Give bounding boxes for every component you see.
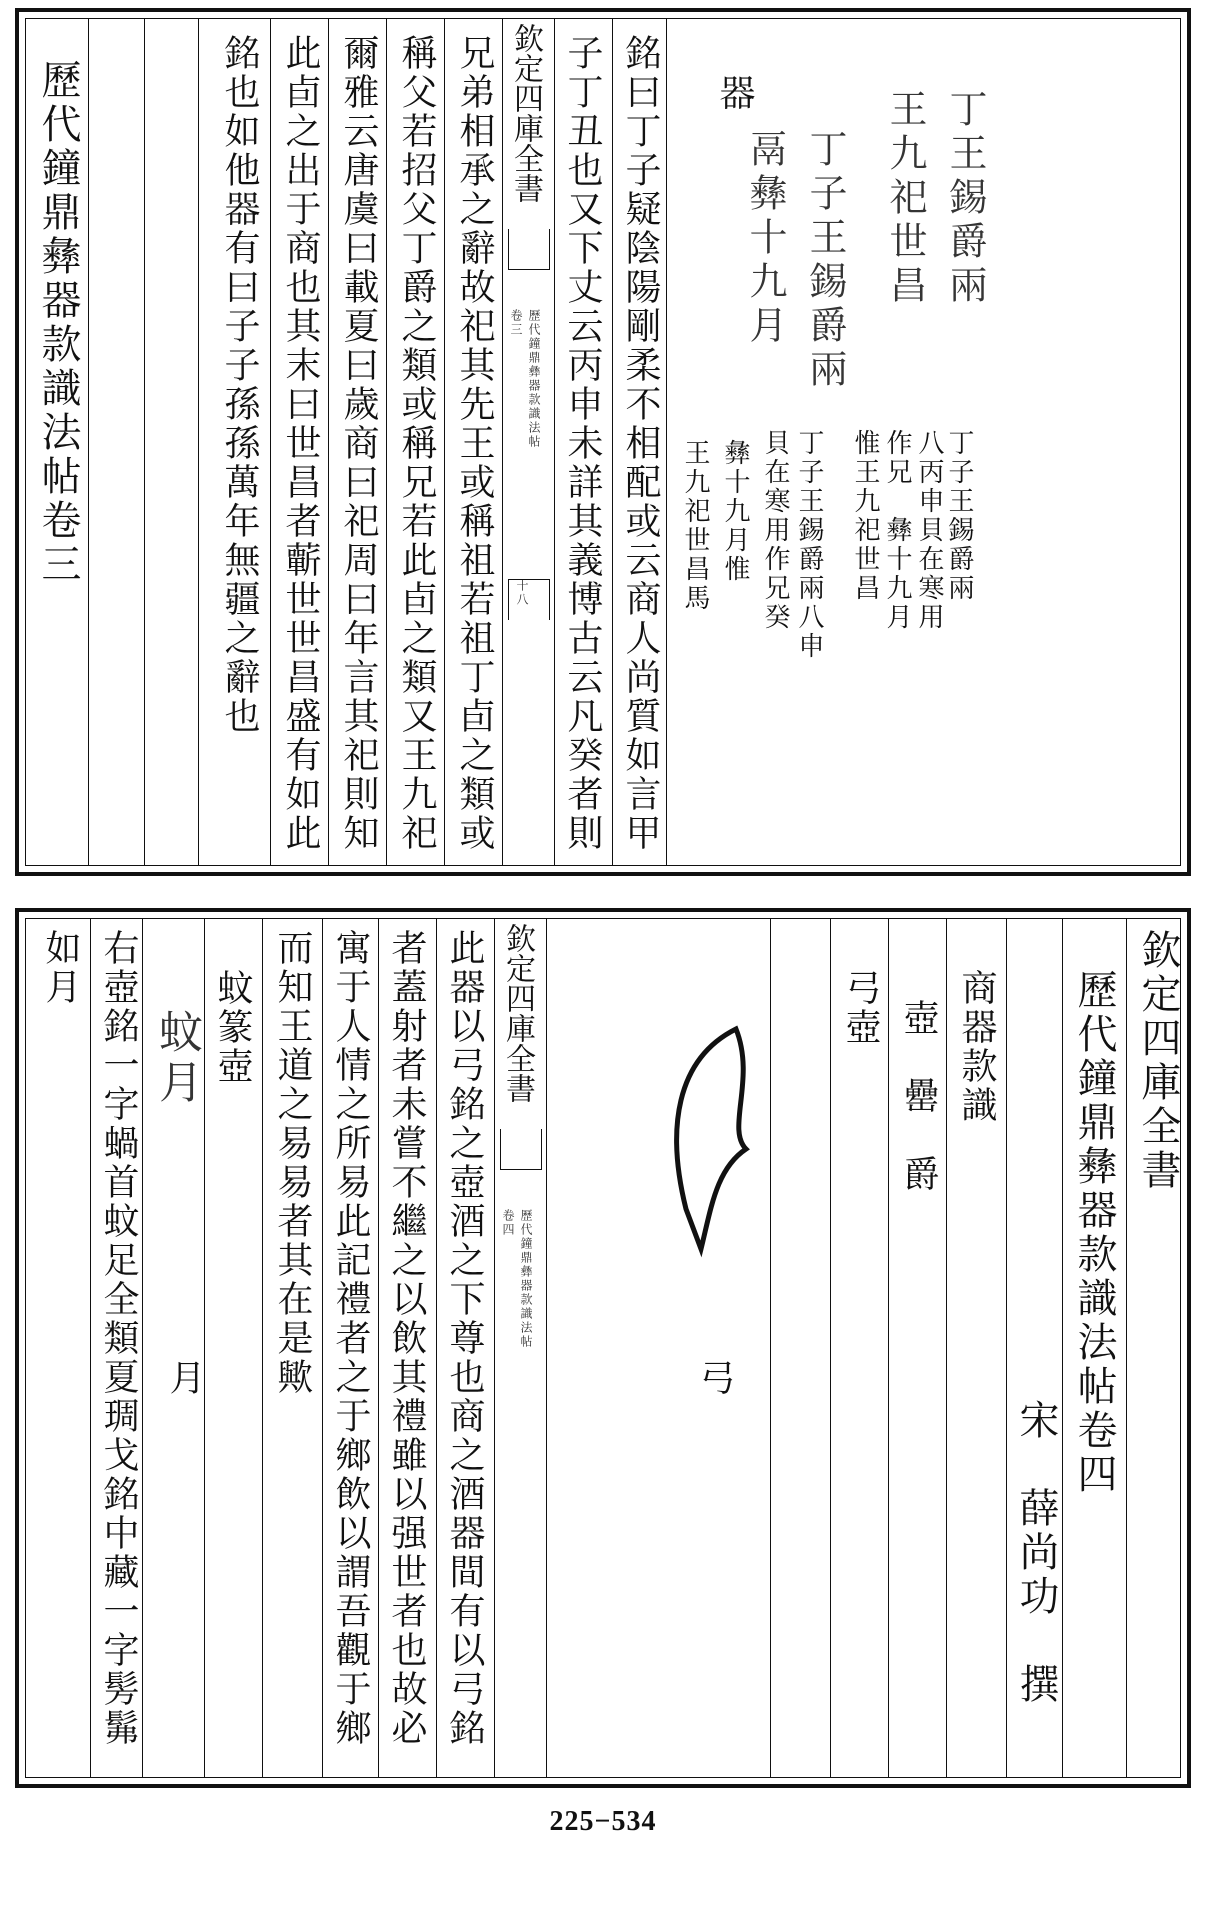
fish-tail-mark xyxy=(500,1129,542,1170)
transliteration-column: 彝十九月惟 xyxy=(720,439,750,584)
seal-script-column: 丁子王錫爵兩 xyxy=(803,129,847,393)
column-rule xyxy=(386,19,387,865)
item-title: 蚊篆壺 xyxy=(212,969,253,1086)
column-rule xyxy=(666,19,667,865)
column-rule xyxy=(1062,919,1063,1777)
column-rule xyxy=(90,919,91,1777)
text-column: 此器以弓銘之壺酒之下尊也商之酒器間有以弓銘 xyxy=(444,929,485,1748)
spine-leaf-number: 十八 xyxy=(515,579,529,607)
top-page-frame xyxy=(25,18,1181,866)
transliteration-column: 作兄 彝十九月 xyxy=(882,429,912,632)
spine-volume: 卷三 xyxy=(509,309,523,337)
text-column: 此卣之出于商也其末曰世昌者蘄世世昌盛有如此 xyxy=(280,34,321,853)
seal-script-column: 王九祀世昌 xyxy=(883,89,927,309)
note-column: 如月 xyxy=(40,929,81,1007)
bottom-page-frame xyxy=(25,918,1181,1778)
fish-tail-mark xyxy=(508,229,550,270)
column-rule xyxy=(612,19,613,865)
note-column: 右壺銘一字蝸首蚊足全類夏琱戈銘中藏一字髣髴 xyxy=(98,929,139,1748)
transliteration-char: 月 xyxy=(164,1359,205,1398)
column-rule xyxy=(378,919,379,1777)
center-spine xyxy=(502,19,554,875)
text-column: 爾雅云唐虞曰載夏曰歲商曰祀周曰年言其祀則知 xyxy=(338,34,379,853)
author-line: 宋 薛尚功 撰 xyxy=(1013,1399,1059,1707)
bow-caption: 弓 xyxy=(694,1359,735,1398)
spine-book-title: 歷代鐘鼎彝器款識法帖 xyxy=(527,309,541,449)
column-rule xyxy=(322,919,323,1777)
text-column: 而知王道之易易者其在是歟 xyxy=(272,929,313,1397)
transliteration-column: 王九祀世昌馬 xyxy=(680,439,710,613)
transliteration-column: 八丙申貝在寒用 xyxy=(914,429,944,632)
column-rule xyxy=(444,19,445,865)
column-rule xyxy=(328,19,329,865)
fish-tail-mark xyxy=(508,579,550,620)
text-column: 兄弟相承之辭故祀其先王或稱祖若祖丁卣之類或 xyxy=(454,34,495,853)
bow-illustration xyxy=(666,1019,766,1259)
text-column: 銘也如他器有曰子子孫孫萬年無疆之辭也 xyxy=(219,34,260,736)
spine-volume: 卷四 xyxy=(501,1209,515,1237)
spine-header: 欽定四庫全書 xyxy=(500,923,535,1103)
bottom-page xyxy=(15,908,1191,1788)
transliteration-column: 惟王九祀世昌 xyxy=(850,429,880,603)
section-heading: 商器款識 xyxy=(956,969,997,1125)
column-rule xyxy=(888,919,889,1777)
toc-entry: 弓壺 xyxy=(840,969,881,1047)
transliteration-column: 貝在寒用作兄癸 xyxy=(760,429,790,632)
transliteration-column: 丁子王錫爵兩八申 xyxy=(794,429,824,661)
column-rule xyxy=(770,919,771,1777)
seal-glyph: 蚊 xyxy=(151,1009,202,1059)
seal-script-column: 丁王錫爵兩 xyxy=(943,89,987,309)
column-rule xyxy=(436,919,437,1777)
page-header: 欽定四庫全書 xyxy=(1135,929,1181,1193)
column-rule xyxy=(144,19,145,865)
column-rule xyxy=(204,919,205,1777)
text-column: 寓于人情之所易此記禮者之于鄉飲以謂吾觀于鄉 xyxy=(330,929,371,1748)
column-rule xyxy=(830,919,831,1777)
text-column: 稱父若招父丁爵之類或稱兄若此卣之類又王九祀 xyxy=(396,34,437,853)
column-rule xyxy=(1126,919,1127,1777)
text-column: 者蓋射者未嘗不繼之以飲其禮雖以强世者也故必 xyxy=(386,929,427,1748)
seal-script-column: 鬲彝十九月 xyxy=(743,129,787,349)
center-spine xyxy=(494,919,546,1787)
column-rule xyxy=(1006,919,1007,1777)
column-rule xyxy=(198,19,199,865)
column-rule xyxy=(546,919,547,1777)
column-rule xyxy=(262,919,263,1777)
column-rule xyxy=(554,19,555,865)
column-rule xyxy=(270,19,271,865)
transliteration-column: 丁子王錫爵兩 xyxy=(944,429,974,603)
top-page xyxy=(15,8,1191,876)
volume-title: 歷代鐘鼎彝器款識法帖卷三 xyxy=(35,59,81,587)
spine-header: 欽定四庫全書 xyxy=(508,23,543,203)
volume-title: 歷代鐘鼎彝器款識法帖卷四 xyxy=(1071,969,1117,1497)
page-number: 225−534 xyxy=(549,1806,657,1837)
text-column: 子丁丑也又下丈云丙申未詳其義博古云凡癸者則 xyxy=(562,34,603,853)
toc-entry: 壺 罍 爵 xyxy=(898,999,939,1194)
text-column: 銘曰丁子疑陰陽剛柔不相配或云商人尚質如言甲 xyxy=(620,34,661,853)
column-rule xyxy=(142,919,143,1777)
seal-section-label: 器 xyxy=(714,74,755,113)
spine-book-title: 歷代鐘鼎彝器款識法帖 xyxy=(519,1209,533,1349)
seal-glyph: 月 xyxy=(151,1059,202,1109)
column-rule xyxy=(946,919,947,1777)
column-rule xyxy=(88,19,89,865)
